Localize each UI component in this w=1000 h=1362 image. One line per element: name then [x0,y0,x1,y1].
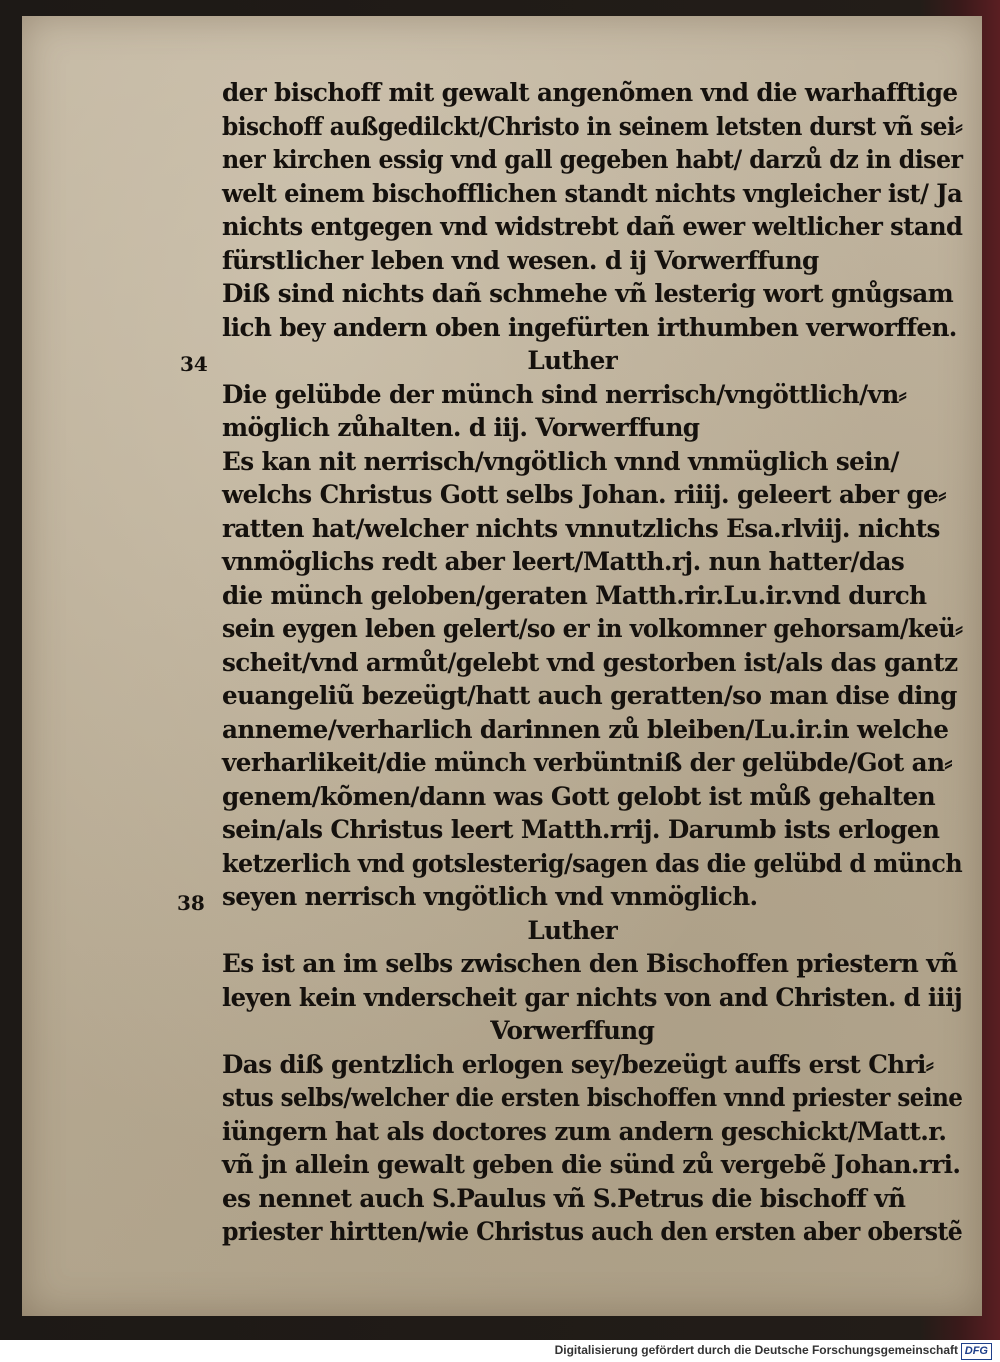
text-line: ner kirchen essig vnd gall gegeben habt/ darzů dz in diser [222,145,963,174]
text-line: sein eygen leben gelert/so er in volkomner gehorsam/keü⸗ [222,614,963,643]
text-line: priester hirtten/wie Christus auch den ersten aber oberstẽ [222,1217,963,1246]
text-line: verharlikeit/die münch verbüntniß der gelübde/Got an⸗ [222,748,953,777]
text-line: bischoff außgedilckt/Christo in seinem letsten durst vñ sei⸗ [222,111,963,141]
text-line: vñ jn allein gewalt geben die sünd zů vergebẽ Johan.rri. [222,1150,961,1179]
text-line: ratten hat/welcher nichts vnnutzlichs Esa.rlviij. nichts [222,513,940,543]
text-line: lich bey andern oben ingefürten irthumben verworffen. [222,312,957,342]
book-page [22,16,982,1316]
text-line: welt einem bischofflichen standt nichts vngleicher ist/ Ja [222,178,963,208]
text-line: leyen kein vnderscheit gar nichts von and Christen. d iiij [222,982,963,1012]
text-line: scheit/vnd armůt/gelebt vnd gestorben ist/als das gantz [222,647,958,677]
text-line: Es ist an im selbs zwischen den Bischoffen priestern vñ [222,949,958,978]
text-line: nichts entgegen vnd widstrebt dañ ewer weltlicher stand [222,212,963,241]
text-line: Die gelübde der münch sind nerrisch/vngöttlich/vn⸗ [222,379,907,409]
section-heading: Vorwerffung [490,1016,655,1045]
text-line: Diß sind nichts dañ schmehe vñ lesterig wort gnůgsam [222,279,954,308]
text-line: seyen nerrisch vngötlich vnd vnmöglich. [222,882,758,911]
section-heading: Luther [527,915,618,945]
text-line: Das diß gentzlich erlogen sey/bezeügt auffs erst Chri⸗ [222,1049,934,1079]
text-line: genem/kõmen/dann was Gott gelobt ist můß gehalten [222,781,936,811]
text-line: euangeliũ bezeügt/hatt auch geratten/so man dise ding [222,681,957,710]
text-line: Es kan nit nerrisch/vngötlich vnnd vnmüglich sein/ [222,446,899,476]
footer-bar [0,1340,1000,1362]
text-line: stus selbs/welcher die ersten bischoffen vnnd priester seine [222,1083,963,1112]
text-line: iüngern hat als doctores zum andern geschickt/Matt.r. [222,1116,947,1146]
text-line: sein/als Christus leert Matth.rrij. Darumb ists erlogen [222,815,940,844]
text-line: ketzerlich vnd gotslesterig/sagen das die gelübd d münch [222,848,963,878]
text-line: die münch geloben/geraten Matth.rir.Lu.ir.vnd durch [222,580,927,610]
dfg-logo: DFG [961,1343,992,1360]
section-heading: Luther [527,346,618,375]
text-line: vnmöglichs redt aber leert/Matth.rj. nun hatter/das [222,547,905,576]
page-text-block [222,76,972,1249]
text-line: fürstlicher leben vnd wesen. d ij Vorwerffung [222,245,819,275]
text-line: möglich zůhalten. d iij. Vorwerffung [222,413,700,442]
funding-notice: Digitalisierung gefördert durch die Deutsche Forschungsgemeinschaft [554,1343,958,1357]
text-line: der bischoff mit gewalt angenõmen vnd die warhafftige [222,78,958,107]
text-line: welchs Christus Gott selbs Johan. riiij. geleert aber ge⸗ [222,480,946,509]
margin-number-34: 34 [180,352,208,376]
text-line: es nennet auch S.Paulus vñ S.Petrus die bischoff vñ [222,1183,906,1213]
text-line: anneme/verharlich darinnen zů bleiben/Lu.ir.in welche [222,714,949,744]
margin-number-38: 38 [177,891,205,915]
